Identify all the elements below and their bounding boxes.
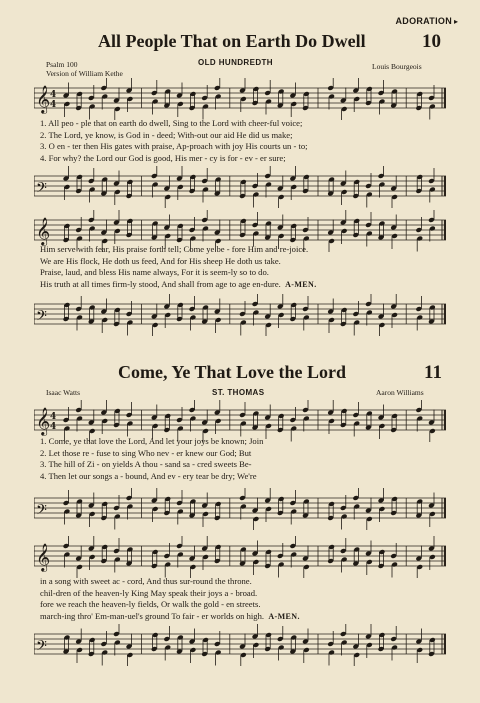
hymn-11-verses-part-1: 1. Come, ye that love the Lord, And let your joys be known; Join 2. Let those re - fuse to sing Who nev - er knew our God; But 3. The hill of Zi - on yields A thou - sand sa - cred sweets Be- 4. Then let our songs a - bound, And ev - ery tear be dry; We're: [40, 436, 264, 481]
svg-text:4: 4: [50, 100, 57, 110]
hymn-11-amen: A-MEN.: [268, 611, 300, 621]
hymn-11-system-1-bass: [34, 488, 446, 530]
hymn-11-words-credit: Isaac Watts: [46, 388, 81, 397]
svg-text:𝄢: 𝄢: [36, 180, 47, 200]
svg-text:𝄞: 𝄞: [36, 543, 51, 571]
hymn-11-system-2-treble: [34, 536, 446, 578]
svg-text:𝄞: 𝄞: [36, 407, 51, 435]
hymn-11-number: 11: [424, 362, 442, 383]
hymn-10-amen: A-MEN.: [285, 279, 317, 289]
svg-text:𝄞: 𝄞: [36, 85, 51, 113]
svg-text:𝄢: 𝄢: [36, 638, 47, 658]
hymn-11-title: Come, Ye That Love the Lord: [118, 362, 346, 382]
hymn-10-composer: Louis Bourgeois: [372, 62, 422, 71]
section-arrow-icon: ▸: [453, 17, 458, 26]
section-label: ADORATION: [395, 16, 452, 26]
hymn-11-system-2-bass: [34, 624, 446, 666]
hymn-10-number: 10: [422, 31, 441, 52]
hymn-10-verses-part-1: 1. All peo - ple that on earth do dwell, Sing to the Lord with cheer-ful voice; 2. The Lord, ye know, is God in - deed; With-out our aid He did us make; 3. O en - ter then His gates with praise, Ap-proach with joy His courts un - to; 4. For why? the Lord our God is good, His mer - cy is for - ev - er sure;: [40, 118, 308, 163]
hymn-10-system-1-treble: [34, 78, 446, 120]
hymn-10-tune: OLD HUNDREDTH: [198, 58, 273, 67]
hymn-10-title: All People That on Earth Do Dwell: [98, 31, 366, 51]
svg-text:4: 4: [50, 412, 57, 422]
svg-text:4: 4: [50, 90, 57, 100]
svg-text:𝄞: 𝄞: [36, 217, 51, 245]
hymn-10-system-1-bass: [34, 166, 446, 208]
hymn-11-tune: ST. THOMAS: [212, 388, 265, 397]
svg-text:𝄢: 𝄢: [36, 502, 47, 522]
hymn-10-words-credit: Psalm 100 Version of William Kethe: [46, 60, 123, 78]
hymn-10-verses-part-2: Him serve with fear, His praise forth tell; Come ye be - fore Him and re-joice. We are His flock, He doth us feed, And for His sheep He doth us take. Praise, laud, and bless His name always, For it is seem-ly so to do. His truth at all times firm-ly stood, And shall from age to age en-dure. A-MEN.: [40, 244, 317, 289]
svg-text:𝄢: 𝄢: [36, 308, 47, 328]
hymn-10-system-2-bass: [34, 294, 446, 336]
hymn-11-verses-part-2: in a song with sweet ac - cord, And thus sur-round the throne. chil-dren of the heaven-ly King May speak their joys a - broad. fore we reach the heaven-ly fields, Or walk the gold - en streets. march-ing thro' Em-man-uel's ground To fair - er worlds on high. A-MEN.: [40, 576, 300, 621]
svg-text:4: 4: [50, 422, 57, 432]
hymn-11-composer: Aaron Williams: [376, 388, 424, 397]
